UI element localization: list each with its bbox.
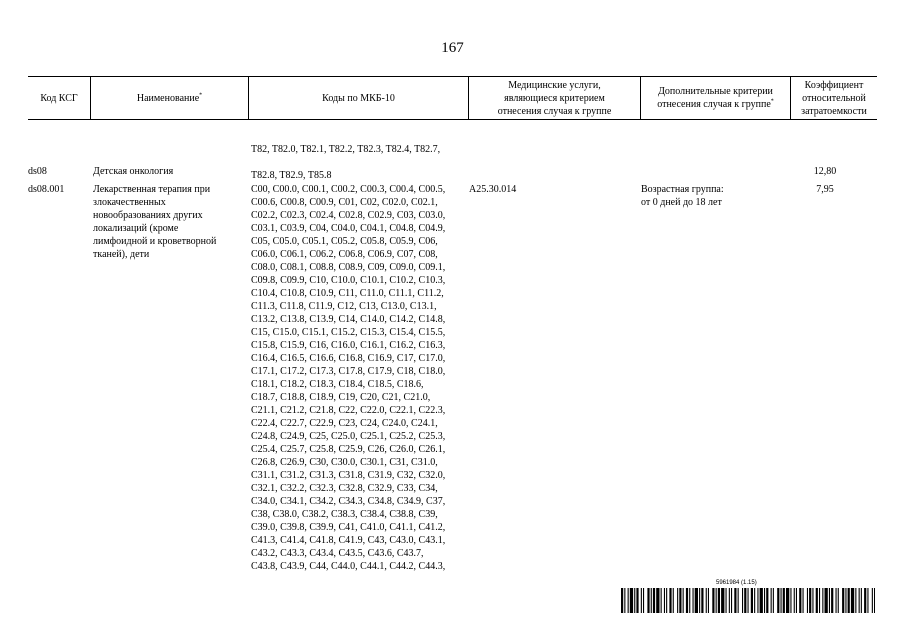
row-coefficient: 7,95 (816, 184, 834, 195)
mkb-line: C41.3, C41.4, C41.8, C41.9, C43, C43.0, C43.1, (251, 535, 446, 546)
mkb-line: C16.4, C16.5, C16.6, C16.8, C16.9, C17, C17.0, (251, 353, 446, 364)
mkb-line: C08.0, C08.1, C08.8, C08.9, C09, C09.0, C09.1, (251, 262, 446, 273)
mkb-line: C31.1, C31.2, C31.3, C31.8, C31.9, C32, C32.0, (251, 470, 446, 481)
mkb-line: C32.1, C32.2, C32.3, C32.8, C32.9, C33, C34, (251, 483, 438, 494)
row-mkb-codes (251, 183, 445, 573)
mkb-line: C22.4, C22.7, C22.9, C23, C24, C24.0, C24.1, (251, 418, 438, 429)
mkb-line: C03.1, C03.9, C04, C04.0, C04.1, C04.8, C04.9, (251, 223, 446, 234)
header-coefficient: Коэффициент относительной затратоемкости (801, 79, 867, 117)
group-name: Детская онкология (93, 166, 174, 177)
barcode (621, 588, 875, 613)
row-name: Лекарственная терапия при злокачественных новообразованиях других локализаций (кроме лимфоидной и кроветворной тканей), дети (93, 184, 217, 260)
mkb-line: C15, C15.0, C15.1, C15.2, C15.3, C15.4, C15.5, (251, 327, 446, 338)
row-criteria: Возрастная группа: от 0 дней до 18 лет (641, 184, 724, 208)
mkb-line: C17.1, C17.2, C17.3, C17.8, C17.9, C18, C18.0, (251, 366, 446, 377)
header-criteria: Дополнительные критерии отнесения случая к группе* (641, 77, 791, 119)
mkb-line: C25.4, C25.7, C25.8, C25.9, C26, C26.0, C26.1, (251, 444, 446, 455)
mkb-line: C39.0, C39.8, C39.9, C41, C41.0, C41.1, C41.2, (251, 522, 446, 533)
mkb-line: C38, C38.0, C38.2, C38.3, C38.4, C38.8, C39, (251, 509, 438, 520)
mkb-line: C11.3, C11.8, C11.9, C12, C13, C13.0, C13.1, (251, 301, 437, 312)
table-header (28, 76, 877, 120)
mkb-line: C10.4, C10.8, C10.9, C11, C11.0, C11.1, C11.2, (251, 288, 444, 299)
group-code: ds08 (28, 166, 47, 177)
barcode-number: 5961984 (1.15) (716, 580, 757, 586)
mkb-line: C26.8, C26.9, C30, C30.0, C30.1, C31, C31.0, (251, 457, 438, 468)
mkb-line: T82.8, T82.9, T85.8 (251, 170, 332, 181)
mkb-line: C18.7, C18.8, C18.9, C19, C20, C21, C21.0, (251, 392, 431, 403)
header-code: Код КСГ (28, 77, 91, 119)
mkb-line: C00, C00.0, C00.1, C00.2, C00.3, C00.4, C00.5, (251, 184, 446, 195)
mkb-line: C15.8, C15.9, C16, C16.0, C16.1, C16.2, C16.3, (251, 340, 446, 351)
mkb-line: C02.2, C02.3, C02.4, C02.8, C02.9, C03, C03.0, (251, 210, 446, 221)
header-name: Наименование* (91, 77, 249, 119)
mkb-line: C24.8, C24.9, C25, C25.0, C25.1, C25.2, C25.3, (251, 431, 446, 442)
mkb-line: C06.0, C06.1, C06.2, C06.8, C06.9, C07, C08, (251, 249, 438, 260)
mkb-line: C09.8, C09.9, C10, C10.0, C10.1, C10.2, C10.3, (251, 275, 446, 286)
group-coefficient: 12,80 (813, 166, 837, 177)
page-number: 167 (441, 40, 464, 56)
mkb-line: C43.8, C43.9, C44, C44.0, C44.1, C44.2, C44.3, (251, 561, 446, 572)
header-services: Медицинские услуги, являющиеся критерием отнесения случая к группе (469, 77, 641, 119)
mkb-line: C18.1, C18.2, C18.3, C18.4, C18.5, C18.6, (251, 379, 424, 390)
mkb-line: C00.6, C00.8, C00.9, C01, C02, C02.0, C02.1, (251, 197, 438, 208)
row-code: ds08.001 (28, 184, 65, 195)
header-mkb: Коды по МКБ-10 (249, 77, 469, 119)
mkb-line: T82, T82.0, T82.1, T82.2, T82.3, T82.4, T82.7, (251, 144, 441, 155)
row-service: A25.30.014 (469, 184, 517, 195)
mkb-line: C43.2, C43.3, C43.4, C43.5, C43.6, C43.7, (251, 548, 424, 559)
mkb-line: C05, C05.0, C05.1, C05.2, C05.8, C05.9, C06, (251, 236, 438, 247)
mkb-line: C34.0, C34.1, C34.2, C34.3, C34.8, C34.9, C37, (251, 496, 446, 507)
mkb-line: C21.1, C21.2, C21.8, C22, C22.0, C22.1, C22.3, (251, 405, 446, 416)
mkb-line: C13.2, C13.8, C13.9, C14, C14.0, C14.2, C14.8, (251, 314, 446, 325)
